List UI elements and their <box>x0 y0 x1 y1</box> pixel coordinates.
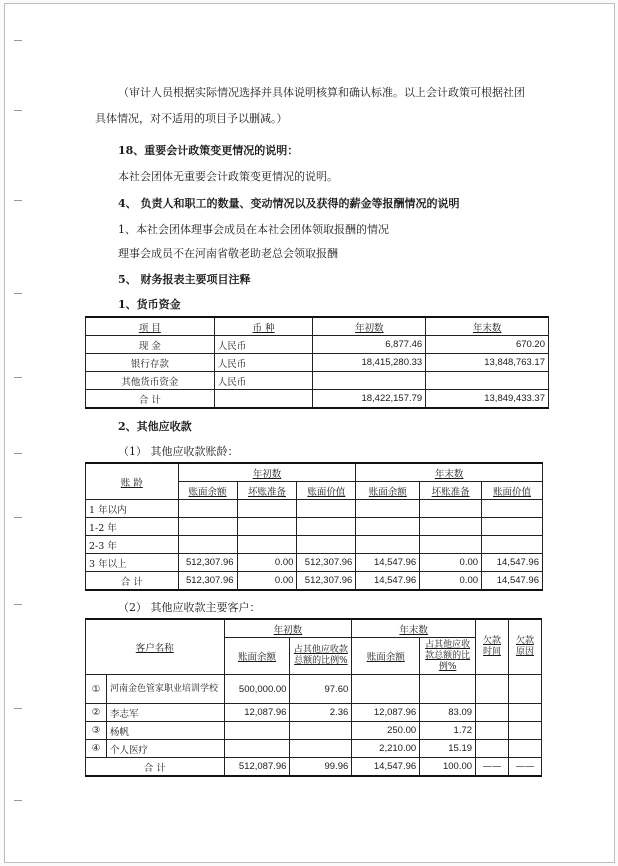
header-book-balance: 账面余额 <box>368 486 407 498</box>
header-book-balance: 账面余额 <box>366 652 405 663</box>
cell-age: 3 年以上 <box>86 554 179 572</box>
header-book-balance: 账面余额 <box>237 652 276 663</box>
cell-value <box>356 518 420 536</box>
cell-value <box>482 518 543 536</box>
cell-value <box>482 536 543 554</box>
paragraph-18: 本社会团体无重要会计政策变更情况的说明。 <box>118 170 338 183</box>
cell-value <box>420 518 482 536</box>
heading-5: 5、 财务报表主要项目注释 <box>118 273 251 286</box>
header-group-end: 年末数 <box>399 624 428 636</box>
cell-value <box>476 722 509 740</box>
header-group-begin: 年初数 <box>252 468 282 480</box>
cell-item: 银行存款 <box>86 354 215 372</box>
table-total-row <box>86 758 542 777</box>
cell-value <box>224 740 290 758</box>
cell-customer-name: 河南金色管家职业培训学校 <box>106 675 224 704</box>
customer-table <box>85 618 542 777</box>
cell-value <box>237 518 297 536</box>
cell-end <box>426 372 549 390</box>
table-row <box>86 704 542 722</box>
cell-value <box>476 740 509 758</box>
cell-value <box>297 500 356 518</box>
cell-value <box>178 536 237 554</box>
cell-currency: 人民币 <box>214 336 313 354</box>
cell-begin <box>313 372 426 390</box>
cell-begin: 18,415,280.33 <box>313 354 426 372</box>
heading-5-2: 2、其他应收款 <box>118 420 192 433</box>
table-total-row <box>86 572 543 591</box>
cell-value: 83.09 <box>420 704 476 722</box>
margin-mark <box>14 110 22 111</box>
margin-mark <box>14 40 22 41</box>
cell-value: 512,307.96 <box>178 572 237 591</box>
paragraph-note-line1: （审计人员根据实际情况选择并具体说明核算和确认标准。以上会计政策可根据社团 <box>118 86 525 99</box>
cell-value <box>482 500 543 518</box>
table-total-row <box>86 390 549 409</box>
cell-value: 14,547.96 <box>356 554 420 572</box>
cell-end: 670.20 <box>426 336 549 354</box>
margin-mark <box>14 708 22 709</box>
cell-end: 13,849,433.37 <box>426 390 549 409</box>
cell-value: —— <box>508 758 541 777</box>
cell-value <box>420 675 476 704</box>
cell-total-label: 合 计 <box>86 758 225 777</box>
heading-5-1: 1、货币资金 <box>118 298 181 311</box>
subheading-customers: （2） 其他应收款主要客户： <box>118 601 261 614</box>
table-row <box>86 518 543 536</box>
heading-4: 4、 负责人和职工的数量、变动情况以及获得的薪金等报酬情况的说明 <box>118 197 460 210</box>
cell-value: 2,210.00 <box>352 740 420 758</box>
cell-value <box>224 722 290 740</box>
cell-value: 14,547.96 <box>356 572 420 591</box>
header-customer-name: 客户名称 <box>135 643 174 654</box>
header-book-value: 账面价值 <box>493 486 532 498</box>
header-book-value: 账面价值 <box>307 486 346 498</box>
table-row <box>86 336 549 354</box>
cell-number: ② <box>86 704 107 722</box>
cell-number: ④ <box>86 740 107 758</box>
cell-value <box>178 500 237 518</box>
heading-18: 18、重要会计政策变更情况的说明： <box>118 144 299 157</box>
cell-value <box>508 740 541 758</box>
cell-value: 99.96 <box>290 758 352 777</box>
header-bad-debt: 坏账准备 <box>431 486 470 498</box>
cell-currency: 人民币 <box>214 354 313 372</box>
table-row <box>86 500 543 518</box>
cell-value: 250.00 <box>352 722 420 740</box>
cell-value <box>237 500 297 518</box>
cell-value <box>297 518 356 536</box>
subheading-aging: （1） 其他应收款账龄： <box>118 445 239 458</box>
header-arrears-reason: 欠款原因 <box>515 636 534 657</box>
cell-number: ③ <box>86 722 107 740</box>
cell-currency: 人民币 <box>214 372 313 390</box>
cell-value: 512,307.96 <box>297 554 356 572</box>
cash-table <box>85 316 549 409</box>
cell-value: 512,307.96 <box>297 572 356 591</box>
cell-value <box>420 536 482 554</box>
header-bad-debt: 坏账准备 <box>247 486 286 498</box>
table-header-row <box>86 317 549 336</box>
cell-value: 15.19 <box>420 740 476 758</box>
cell-age: 1 年以内 <box>86 500 179 518</box>
header-book-balance: 账面余额 <box>188 486 227 498</box>
cell-begin: 18,422,157.79 <box>313 390 426 409</box>
header-item: 项 目 <box>138 322 161 334</box>
table-row <box>86 372 549 390</box>
cell-value: 12,087.96 <box>224 704 290 722</box>
cell-age: 合 计 <box>86 572 179 591</box>
header-end: 年末数 <box>472 322 502 334</box>
header-arrears-time: 欠款时间 <box>483 636 502 657</box>
header-age: 账 龄 <box>120 477 143 489</box>
cell-value <box>290 740 352 758</box>
table-row <box>86 675 542 704</box>
header-ratio: 占其他应收款总额的比例% <box>293 645 348 666</box>
cell-value <box>420 500 482 518</box>
table-row <box>86 740 542 758</box>
paragraph-note-line2: 具体情况，对不适用的项目予以删减。） <box>95 112 288 125</box>
table-header-row <box>86 463 543 482</box>
cell-value <box>476 704 509 722</box>
cell-value: 12,087.96 <box>352 704 420 722</box>
aging-table <box>85 462 543 591</box>
header-group-end: 年末数 <box>434 468 464 480</box>
cell-item: 其他货币资金 <box>86 372 215 390</box>
cell-value <box>290 722 352 740</box>
cell-value <box>508 722 541 740</box>
cell-customer-name: 杨帆 <box>106 722 224 740</box>
cell-age: 1-2 年 <box>86 518 179 536</box>
cell-age: 2-3 年 <box>86 536 179 554</box>
margin-mark <box>14 800 22 801</box>
cell-value <box>508 704 541 722</box>
header-ratio: 占其他应收款总额的比例% <box>425 639 471 672</box>
margin-mark <box>14 453 22 454</box>
cell-value: —— <box>476 758 509 777</box>
cell-begin: 6,877.46 <box>313 336 426 354</box>
cell-value: 2.36 <box>290 704 352 722</box>
table-row <box>86 536 543 554</box>
cell-value: 512,307.96 <box>178 554 237 572</box>
cell-value <box>297 536 356 554</box>
cell-value: 97.60 <box>290 675 352 704</box>
cell-value <box>352 675 420 704</box>
cell-value: 14,547.96 <box>482 572 543 591</box>
paragraph-4-2: 理事会成员不在河南省敬老助老总会领取报酬 <box>118 247 338 260</box>
table-row <box>86 554 543 572</box>
cell-value: 0.00 <box>420 572 482 591</box>
cell-value <box>178 518 237 536</box>
cell-number: ① <box>86 675 107 704</box>
margin-mark <box>14 517 22 518</box>
cell-item: 合 计 <box>86 390 215 409</box>
margin-mark <box>14 293 22 294</box>
cell-value: 500,000.00 <box>224 675 290 704</box>
table-header-row <box>86 619 542 638</box>
table-row <box>86 354 549 372</box>
cell-value: 14,547.96 <box>482 554 543 572</box>
table-row <box>86 722 542 740</box>
cell-value <box>476 675 509 704</box>
cell-value <box>237 536 297 554</box>
cell-customer-name: 个人医疗 <box>106 740 224 758</box>
cell-value <box>356 536 420 554</box>
cell-value: 0.00 <box>420 554 482 572</box>
cell-value: 512,087.96 <box>224 758 290 777</box>
cell-value: 14,547.96 <box>352 758 420 777</box>
header-begin: 年初数 <box>355 322 384 334</box>
margin-mark <box>14 377 22 378</box>
margin-mark <box>14 200 22 201</box>
cell-end: 13,848,763.17 <box>426 354 549 372</box>
header-currency: 币 种 <box>252 322 275 334</box>
margin-mark <box>14 604 22 605</box>
cell-value: 100.00 <box>420 758 476 777</box>
cell-value: 1.72 <box>420 722 476 740</box>
header-group-begin: 年初数 <box>273 624 303 636</box>
cell-value <box>508 675 541 704</box>
cell-customer-name: 李志军 <box>106 704 224 722</box>
cell-currency <box>214 390 313 409</box>
cell-item: 现 金 <box>86 336 215 354</box>
cell-value <box>356 500 420 518</box>
paragraph-4-1: 1、本社会团体理事会成员在本社会团体领取报酬的情况 <box>118 223 389 236</box>
cell-value: 0.00 <box>237 572 297 591</box>
cell-value: 0.00 <box>237 554 297 572</box>
